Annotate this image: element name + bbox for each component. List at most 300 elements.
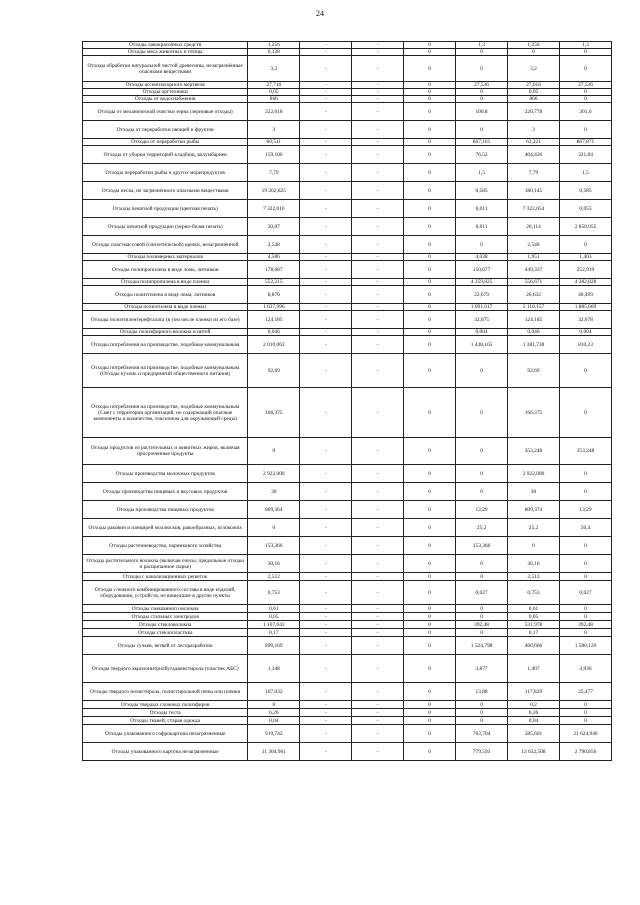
table-row — [83, 555, 612, 573]
table-row — [83, 637, 612, 655]
value-cell: 0,05 — [508, 613, 560, 621]
value-cell: - — [352, 329, 404, 336]
value-cell: - — [300, 613, 352, 621]
table-row — [83, 121, 612, 139]
value-cell: - — [300, 236, 352, 254]
value-cell: 1,951 — [508, 254, 560, 261]
value-cell: 0 — [404, 354, 456, 388]
value-cell: 2 922,000 — [508, 465, 560, 483]
waste-name-cell: Отходы потребления на производстве, подобные коммунальным (Смет с территории организаций, не содержащий опасные компоненты в количестве, токсичном для окружающей среды) — [83, 388, 248, 438]
value-cell: 150,677 — [456, 261, 508, 279]
value-cell: - — [352, 701, 404, 709]
value-cell: 19 262,825 — [248, 182, 300, 200]
value-cell: 20,07 — [248, 218, 300, 236]
waste-name-cell: Отходы от переработки рыбы — [83, 139, 248, 146]
value-cell: 0,05 — [248, 613, 300, 621]
value-cell: - — [352, 621, 404, 629]
value-cell: 2 010,063 — [248, 336, 300, 354]
table-row — [83, 354, 612, 388]
value-cell: 27,616 — [508, 82, 560, 89]
value-cell: 1 107,043 — [248, 621, 300, 629]
waste-name-cell: Отходы сучьев, ветвей от лесоразработок — [83, 637, 248, 655]
value-cell: 2,548 — [248, 236, 300, 254]
value-cell: 0 — [559, 236, 611, 254]
value-cell: 0 — [404, 304, 456, 311]
value-cell: 0 — [456, 121, 508, 139]
waste-name-cell: Отходы полиэфирного волокна и нитей — [83, 329, 248, 336]
value-cell: 404,426 — [508, 146, 560, 164]
waste-name-cell: Отходы полиэтилентерефталата (в том числе пленки из его базе) — [83, 311, 248, 329]
value-cell: 7 322,054 — [508, 200, 560, 218]
value-cell: 0,61 — [248, 605, 300, 613]
waste-name-cell: Отходы полимерных материалов — [83, 254, 248, 261]
value-cell: - — [352, 555, 404, 573]
value-cell: 0 — [404, 483, 456, 501]
waste-name-cell: Отходы раковин и панцирей моллюсков, ракообразных, иглокожих — [83, 519, 248, 537]
value-cell: 0 — [456, 613, 508, 621]
value-cell: 0 — [248, 438, 300, 465]
value-cell: - — [300, 304, 352, 311]
value-cell: 6,26 — [248, 709, 300, 717]
value-cell: 0 — [508, 49, 560, 56]
value-cell: - — [300, 139, 352, 146]
value-cell: 1,3 — [559, 42, 611, 49]
value-cell: 0 — [404, 725, 456, 743]
value-cell: 867,161 — [456, 139, 508, 146]
table-row — [83, 573, 612, 581]
value-cell: - — [300, 49, 352, 56]
value-cell: 0 — [404, 103, 456, 121]
value-cell: 0 — [559, 56, 611, 82]
value-cell: 0 — [456, 49, 508, 56]
value-cell: 0 — [559, 613, 611, 621]
value-cell: 1,5 — [456, 164, 508, 182]
value-cell: 27,716 — [248, 82, 300, 89]
value-cell: 7,79 — [248, 164, 300, 182]
value-cell: - — [300, 637, 352, 655]
value-cell: 1 524,798 — [456, 637, 508, 655]
value-cell: - — [300, 655, 352, 683]
value-cell: 0 — [456, 388, 508, 438]
value-cell: - — [300, 89, 352, 96]
value-cell: - — [352, 311, 404, 329]
table-row — [83, 701, 612, 709]
value-cell: 0,004 — [559, 329, 611, 336]
value-cell: - — [352, 89, 404, 96]
value-cell: 60,511 — [248, 139, 300, 146]
value-cell: 0 — [404, 573, 456, 581]
value-cell: - — [352, 637, 404, 655]
waste-name-cell: Отходы теста — [83, 709, 248, 717]
waste-name-cell: Отходы производства пищевых и вкусовых продуктов — [83, 483, 248, 501]
value-cell: - — [352, 304, 404, 311]
table-row — [83, 329, 612, 336]
value-cell: 0 — [404, 96, 456, 103]
waste-name-cell: Отходы от водоснабжения — [83, 96, 248, 103]
value-cell: 0 — [404, 218, 456, 236]
value-cell: 0 — [559, 121, 611, 139]
value-cell: - — [352, 286, 404, 304]
waste-name-cell: Отходы от механической очистки зерна (зерновые отходы) — [83, 103, 248, 121]
value-cell: - — [352, 581, 404, 605]
waste-name-cell: Отходы пластмассовой (синтетической) щепки, незагрязнённой — [83, 236, 248, 254]
value-cell: - — [300, 581, 352, 605]
value-cell: 100,8 — [456, 103, 508, 121]
value-cell: 3 — [248, 121, 300, 139]
value-cell: - — [300, 629, 352, 637]
waste-name-cell: Отходы песка, не загрязнённого опасными веществами — [83, 182, 248, 200]
value-cell: 153,366 — [248, 537, 300, 555]
value-cell: 4 259,825 — [456, 279, 508, 286]
value-cell: 0 — [404, 743, 456, 761]
value-cell: 0,17 — [248, 629, 300, 637]
value-cell: 1,407 — [508, 655, 560, 683]
table-row — [83, 743, 612, 761]
value-cell: 0 — [404, 629, 456, 637]
value-cell: 0 — [559, 465, 611, 483]
value-cell: 0 — [404, 465, 456, 483]
value-cell: - — [352, 717, 404, 725]
value-cell: 810,23 — [559, 336, 611, 354]
value-cell: 0 — [559, 537, 611, 555]
value-cell: 0,055 — [559, 200, 611, 218]
value-cell: 0 — [404, 139, 456, 146]
value-cell: 32,678 — [559, 311, 611, 329]
value-cell: 0 — [559, 709, 611, 717]
value-cell: - — [352, 438, 404, 465]
value-cell: 0 — [559, 555, 611, 573]
table-row — [83, 89, 612, 96]
value-cell: - — [300, 311, 352, 329]
value-cell: 3,936 — [559, 655, 611, 683]
value-cell: 1,5 — [559, 164, 611, 182]
waste-name-cell: Отходы потребления на производстве, подобные коммунальным (Отходы кухонь и предприятий общественного питания) — [83, 354, 248, 388]
value-cell: 0,17 — [508, 629, 560, 637]
value-cell: - — [300, 621, 352, 629]
value-cell: 0 — [559, 96, 611, 103]
value-cell: 20,114 — [508, 218, 560, 236]
value-cell: 0 — [559, 573, 611, 581]
value-cell: - — [352, 605, 404, 613]
value-cell: 763,704 — [456, 725, 508, 743]
value-cell: 252,919 — [559, 261, 611, 279]
waste-name-cell: Отходы растительного волокна (включая очесы, прядильные отходы и расщипанное сырье) — [83, 555, 248, 573]
value-cell: 50,4 — [559, 519, 611, 537]
value-cell: 0 — [404, 146, 456, 164]
value-cell: 0 — [404, 501, 456, 519]
value-cell: - — [352, 236, 404, 254]
value-cell: 107,032 — [248, 683, 300, 701]
waste-name-cell: Отходы полипропилена в виде лома, литников — [83, 261, 248, 279]
value-cell: - — [352, 182, 404, 200]
value-cell: 0,04 — [508, 717, 560, 725]
waste-name-cell: Отходы ассенизаторного мертвеля — [83, 82, 248, 89]
table-row — [83, 483, 612, 501]
value-cell: 220,778 — [508, 103, 560, 121]
value-cell: 0,2 — [508, 701, 560, 709]
value-cell: - — [300, 465, 352, 483]
value-cell: 0 — [404, 279, 456, 286]
value-cell: 3,2 — [508, 56, 560, 82]
waste-name-cell: Отходы полиэтилена в виде пленки — [83, 304, 248, 311]
value-cell: - — [352, 655, 404, 683]
value-cell: - — [300, 743, 352, 761]
value-cell: 0 — [404, 121, 456, 139]
value-cell: - — [352, 139, 404, 146]
value-cell: 0 — [456, 717, 508, 725]
value-cell: - — [300, 121, 352, 139]
value-cell: 0 — [456, 573, 508, 581]
value-cell: - — [300, 261, 352, 279]
value-cell: 0 — [404, 537, 456, 555]
value-cell: 2,512 — [508, 573, 560, 581]
value-cell: - — [300, 200, 352, 218]
value-cell: 1 580,120 — [559, 637, 611, 655]
value-cell: 166,375 — [248, 388, 300, 438]
value-cell: 0,046 — [248, 329, 300, 336]
value-cell: - — [352, 725, 404, 743]
table-row — [83, 388, 612, 438]
value-cell: 0,027 — [456, 581, 508, 605]
value-cell: 552,215 — [248, 279, 300, 286]
value-cell: 61,221 — [508, 139, 560, 146]
value-cell: 2,548 — [508, 236, 560, 254]
value-cell: 0 — [404, 89, 456, 96]
value-cell: 0 — [559, 388, 611, 438]
table-row — [83, 725, 612, 743]
value-cell: 0 — [559, 605, 611, 613]
value-cell: 353,248 — [559, 438, 611, 465]
table-row — [83, 709, 612, 717]
waste-name-cell: Отходы переработки рыбы и других морепродуктов — [83, 164, 248, 182]
value-cell: - — [300, 701, 352, 709]
value-cell: 0 — [559, 717, 611, 725]
value-cell: 321,84 — [559, 146, 611, 164]
value-cell: 40,499 — [559, 286, 611, 304]
table-row — [83, 621, 612, 629]
value-cell: 0 — [456, 56, 508, 82]
value-cell: - — [352, 254, 404, 261]
value-cell: 22,679 — [456, 286, 508, 304]
table-row — [83, 581, 612, 605]
value-cell: - — [352, 388, 404, 438]
table-row — [83, 82, 612, 89]
value-cell: 0 — [559, 89, 611, 96]
value-cell: 0 — [404, 519, 456, 537]
value-cell: 6,26 — [508, 709, 560, 717]
value-cell: 201,6 — [559, 103, 611, 121]
value-cell: 0 — [456, 465, 508, 483]
table-row — [83, 146, 612, 164]
value-cell: 392,48 — [559, 621, 611, 629]
value-cell: 0 — [404, 42, 456, 49]
value-cell: - — [352, 465, 404, 483]
table-row — [83, 42, 612, 49]
value-cell: 0 — [456, 236, 508, 254]
waste-name-cell: Отходы сложного комбинированного состава в виде изделий, оборудования, устройств, не вошедшие в другие пункты — [83, 581, 248, 605]
value-cell: 7,79 — [508, 164, 560, 182]
value-cell: - — [300, 483, 352, 501]
value-cell: 867,871 — [559, 139, 611, 146]
table-row — [83, 218, 612, 236]
value-cell: 26,632 — [508, 286, 560, 304]
value-cell: 779,593 — [456, 743, 508, 761]
table-row — [83, 501, 612, 519]
waste-name-cell: Отходы оргтехники — [83, 89, 248, 96]
value-cell: - — [352, 573, 404, 581]
value-cell: 910,742 — [248, 725, 300, 743]
value-cell: 30 — [508, 483, 560, 501]
value-cell: 866 — [248, 96, 300, 103]
waste-name-cell: Отходы твердого полистирола, полистирольной пены или пленки — [83, 683, 248, 701]
table-row — [83, 519, 612, 537]
value-cell: 21 624,946 — [559, 725, 611, 743]
value-cell: - — [352, 82, 404, 89]
value-cell: 890,169 — [248, 637, 300, 655]
value-cell: 11 304,961 — [248, 743, 300, 761]
value-cell: - — [300, 286, 352, 304]
table-row — [83, 311, 612, 329]
waste-name-cell: Отходы печатной продукции (черно-белая печать) — [83, 218, 248, 236]
value-cell: - — [300, 438, 352, 465]
page-number: 24 — [316, 9, 324, 18]
value-cell: - — [300, 537, 352, 555]
value-cell: 0 — [404, 605, 456, 613]
value-cell: 585,601 — [508, 725, 560, 743]
table-row — [83, 164, 612, 182]
table-row — [83, 304, 612, 311]
value-cell: 1,403 — [559, 254, 611, 261]
value-cell: - — [352, 743, 404, 761]
waste-name-cell: Отходы твердого акрилонитрилбутадиенстирола (пластик АБС) — [83, 655, 248, 683]
value-cell: 30 — [248, 483, 300, 501]
value-cell: 27,536 — [456, 82, 508, 89]
value-cell: 0,753 — [508, 581, 560, 605]
value-cell: - — [352, 56, 404, 82]
value-cell: - — [300, 329, 352, 336]
value-cell: 0,05 — [248, 89, 300, 96]
value-cell: 0 — [404, 637, 456, 655]
table-row — [83, 49, 612, 56]
value-cell: 30,16 — [508, 555, 560, 573]
value-cell: - — [352, 501, 404, 519]
value-cell: 460,666 — [508, 637, 560, 655]
value-cell: - — [300, 336, 352, 354]
waste-table-body — [83, 42, 612, 761]
value-cell: 0 — [404, 311, 456, 329]
table-row — [83, 103, 612, 121]
value-cell: 0,61 — [508, 605, 560, 613]
waste-name-cell: Отходы стальных электродов — [83, 613, 248, 621]
value-cell: 2 110,157 — [508, 304, 560, 311]
value-cell: 322,618 — [248, 103, 300, 121]
value-cell: - — [352, 354, 404, 388]
value-cell: - — [300, 164, 352, 182]
value-cell: 159,106 — [248, 146, 300, 164]
value-cell: 0 — [559, 49, 611, 56]
table-row — [83, 96, 612, 103]
value-cell: 0 — [404, 286, 456, 304]
value-cell: 0 — [404, 236, 456, 254]
table-row — [83, 200, 612, 218]
value-cell: 556,671 — [508, 279, 560, 286]
table-row — [83, 286, 612, 304]
value-cell: 0 — [248, 519, 300, 537]
waste-name-cell: Отходы растениеводства, парникового хозяйства — [83, 537, 248, 555]
value-cell: - — [300, 218, 352, 236]
value-cell: - — [300, 354, 352, 388]
value-cell: - — [300, 279, 352, 286]
waste-name-cell: Отходы стеклопластика — [83, 629, 248, 637]
value-cell: 0 — [456, 96, 508, 103]
value-cell: 92,69 — [248, 354, 300, 388]
value-cell: 0 — [404, 82, 456, 89]
value-cell: 2,512 — [248, 573, 300, 581]
value-cell: 0,011 — [456, 200, 508, 218]
value-cell: - — [352, 164, 404, 182]
value-cell: 25,2 — [456, 519, 508, 537]
value-cell: 1 637,996 — [248, 304, 300, 311]
value-cell: - — [352, 537, 404, 555]
waste-name-cell: Отходы производства пищевых продуктов — [83, 501, 248, 519]
value-cell: 0 — [404, 164, 456, 182]
value-cell: - — [352, 49, 404, 56]
value-cell: 0 — [456, 438, 508, 465]
value-cell: - — [352, 483, 404, 501]
waste-name-cell: Отходы тканей, старая одежда — [83, 717, 248, 725]
value-cell: 4,586 — [248, 254, 300, 261]
table-row — [83, 629, 612, 637]
value-cell: 0 — [456, 701, 508, 709]
value-cell: - — [352, 279, 404, 286]
value-cell: 1,3 — [456, 42, 508, 49]
waste-name-cell: Отходы от переработки овощей и фруктов — [83, 121, 248, 139]
value-cell: 0,05 — [508, 89, 560, 96]
value-cell: 0 — [248, 701, 300, 709]
value-cell: 0,004 — [456, 329, 508, 336]
value-cell: 13 632,508 — [508, 743, 560, 761]
value-cell: 0 — [404, 336, 456, 354]
value-cell: - — [300, 103, 352, 121]
value-cell: 1 091,017 — [456, 304, 508, 311]
value-cell: 0 — [404, 701, 456, 709]
value-cell: 0 — [404, 621, 456, 629]
waste-name-cell: Отходы упакованного картона незагрязненные — [83, 743, 248, 761]
value-cell: 0 — [404, 581, 456, 605]
value-cell: 13,29 — [559, 501, 611, 519]
value-cell: 0,027 — [559, 581, 611, 605]
value-cell: 0 — [456, 555, 508, 573]
value-cell: 0,128 — [248, 49, 300, 56]
value-cell: 32,675 — [456, 311, 508, 329]
table-row — [83, 336, 612, 354]
value-cell: 2 850,055 — [559, 218, 611, 236]
value-cell: 0 — [404, 555, 456, 573]
value-cell: 353,248 — [508, 438, 560, 465]
value-cell: - — [300, 388, 352, 438]
value-cell: 7 322,010 — [248, 200, 300, 218]
value-cell: 0 — [404, 613, 456, 621]
value-cell: 2 790,856 — [559, 743, 611, 761]
table-row — [83, 683, 612, 701]
value-cell: 13,29 — [456, 501, 508, 519]
value-cell: - — [352, 613, 404, 621]
value-cell: 8,876 — [248, 286, 300, 304]
value-cell: - — [300, 501, 352, 519]
value-cell: 0 — [404, 717, 456, 725]
value-cell: 0,011 — [456, 218, 508, 236]
value-cell: 0 — [559, 354, 611, 388]
